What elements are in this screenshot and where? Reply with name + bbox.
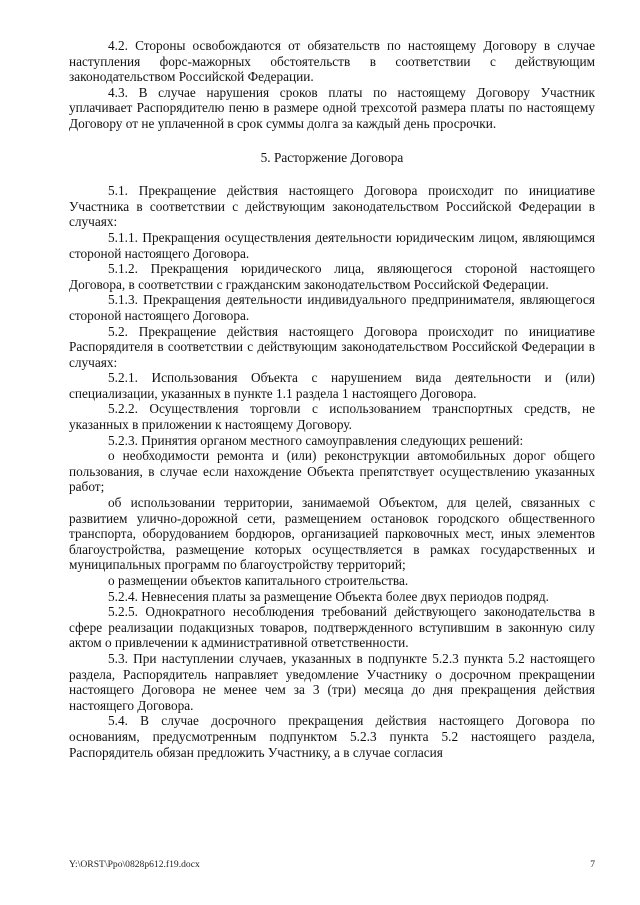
paragraph-5-2-3-b: об использовании территории, занимаемой Объектом, для целей, связанных с развитием улично-дорожной сети, размещением остановок городского общественного транспорта, оборудованием бордюров, организацией парковочных мест, иных элементов благоустройства, размещение которых осуществляется в рамках государственных и муниципальных программ по благоустройству территорий;: [69, 495, 595, 573]
paragraph-5-2-3: 5.2.3. Принятия органом местного самоуправления следующих решений:: [108, 432, 524, 448]
paragraph-5-1-1: 5.1.1. Прекращения осуществления деятельности юридическим лицом, являющимся стороной настоящего Договора.: [69, 229, 595, 261]
paragraph-4-3: 4.3. В случае нарушения сроков платы по настоящему Договору Участник уплачивает Распорядителю пеню в размере одной трехсотой размера платы по настоящему Договору от не уплаченной в срок суммы долга за каждый день просрочки.: [69, 84, 595, 131]
document-body: [69, 38, 595, 760]
paragraph-5-1-3: 5.1.3. Прекращения деятельности индивидуального предпринимателя, являющегося стороной настоящего Договора.: [69, 292, 595, 323]
paragraph-5-2-3-c: о размещении объектов капитального строительства.: [108, 573, 409, 588]
section-heading: 5. Расторжение Договора: [260, 149, 404, 165]
paragraph-5-4: 5.4. В случае досрочного прекращения действия настоящего Договора по основаниям, предусмотренным подпунктом 5.2.3 пункта 5.2 настоящего раздела, Распорядитель обязан предложить Участнику, а в случае согласия: [69, 713, 595, 760]
paragraph-5-2-1: 5.2.1. Использования Объекта с нарушением вида деятельности и (или) специализации, указанных в пункте 1.1 раздела 1 настоящего Договора.: [69, 370, 595, 401]
page-number: 7: [590, 859, 595, 870]
paragraph-5-2-3-a: о необходимости ремонта и (или) реконструкции автомобильных дорог общего пользования, в случае если нахождение Объекта препятствует осуществлению указанных работ;: [69, 448, 595, 495]
paragraph-5-2-2: 5.2.2. Осуществления торговли с использованием транспортных средств, не указанных в приложении к настоящему Договору.: [69, 401, 595, 433]
paragraph-5-1-2: 5.1.2. Прекращения юридического лица, являющегося стороной настоящего Договора, в соответствии с гражданским законодательством Российской Федерации.: [69, 261, 595, 292]
paragraph-5-3: 5.3. При наступлении случаев, указанных в подпункте 5.2.3 пункта 5.2 настоящего раздела, Распорядитель направляет уведомление Участнику о досрочном прекращении настоящего Договора не менее чем за 3 (три) месяца до дня прекращения действия настоящего Договора.: [69, 650, 595, 713]
paragraph-4-2: 4.2. Стороны освобождаются от обязательств по настоящему Договору в случае наступления форс-мажорных обстоятельств в соответствии с действующим законодательством Российской Федерации.: [69, 38, 595, 85]
footer-file-path: Y:\ORST\Ppo\0828p612.f19.docx: [69, 859, 200, 870]
paragraph-5-2-4: 5.2.4. Невнесения платы за размещение Объекта более двух периодов подряд.: [108, 588, 549, 604]
paragraph-5-2: 5.2. Прекращение действия настоящего Договора происходит по инициативе Распорядителя в соответствии с действующим законодательством Российской Федерации в случаях:: [69, 323, 595, 370]
paragraph-5-1: 5.1. Прекращение действия настоящего Договора происходит по инициативе Участника в соответствии с действующим законодательством Российской Федерации в случаях:: [69, 183, 595, 230]
paragraph-5-2-5: 5.2.5. Однократного несоблюдения требований действующего законодательства в сфере реализации подакцизных товаров, подтвержденного вступившим в законную силу актом о привлечении к административной ответственности.: [69, 604, 595, 651]
